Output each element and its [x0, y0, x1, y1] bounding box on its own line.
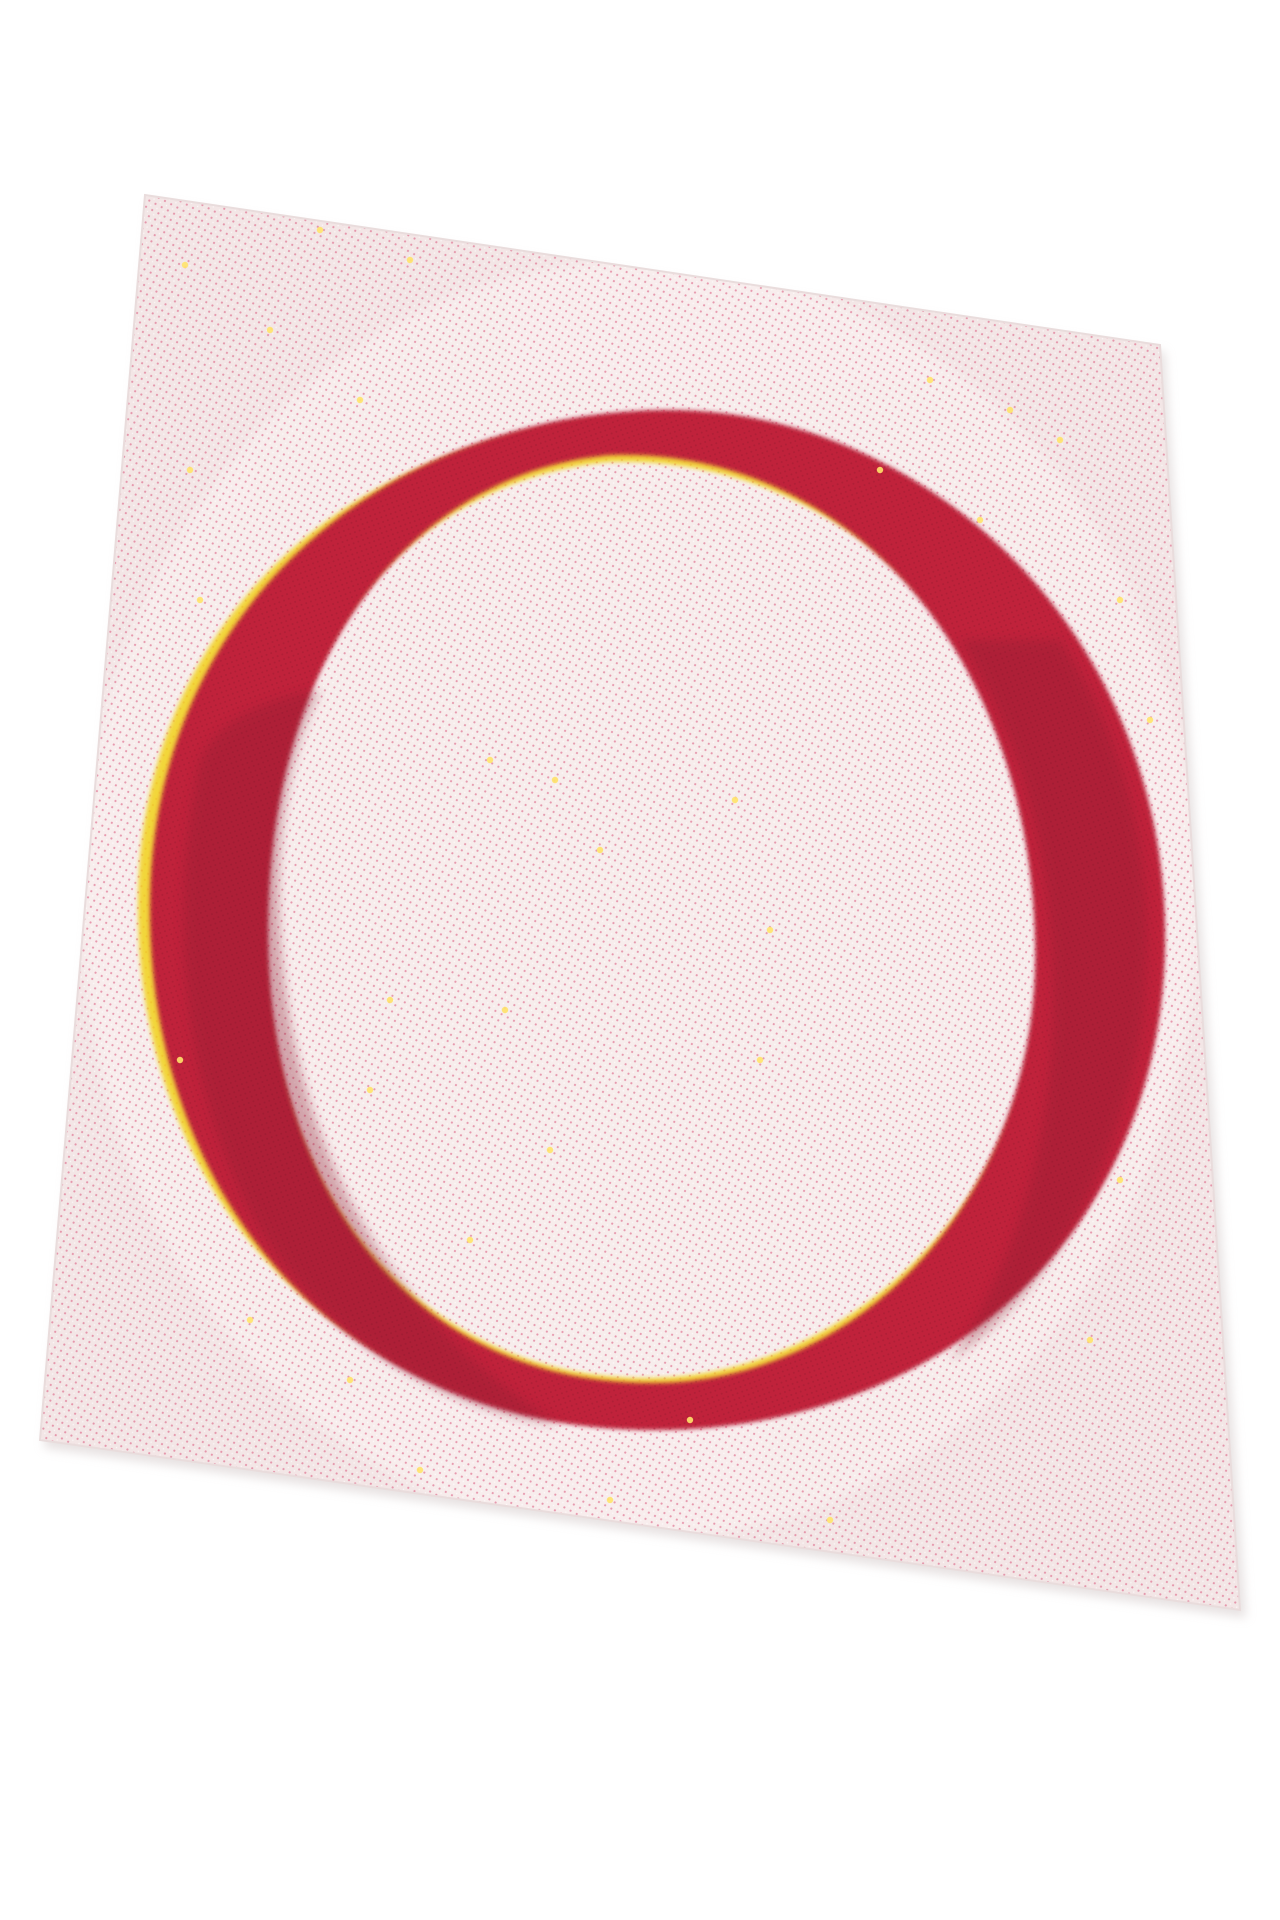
paper-speck: [487, 757, 493, 763]
paper-speck: [1057, 437, 1063, 443]
paper-speck: [197, 597, 203, 603]
paper-speck: [1007, 407, 1013, 413]
paper-speck: [767, 927, 773, 933]
paper-speck: [927, 377, 933, 383]
paper-speck: [177, 1057, 183, 1063]
paper-speck: [367, 1087, 373, 1093]
paper-speck: [267, 327, 273, 333]
paper-speck: [827, 1517, 833, 1523]
paper-speck: [182, 262, 188, 268]
paper-speck: [977, 517, 983, 523]
paper-speck: [1087, 1337, 1093, 1343]
paper-speck: [757, 1057, 763, 1063]
paper-speck: [877, 467, 883, 473]
paper-speck: [357, 397, 363, 403]
paper-speck: [187, 467, 193, 473]
paper-speck: [597, 847, 603, 853]
paper-speck: [502, 1007, 508, 1013]
paper-speck: [317, 227, 323, 233]
paper-speck: [547, 1147, 553, 1153]
paper-speck: [732, 797, 738, 803]
paper-speck: [247, 1317, 253, 1323]
paper-speck: [607, 1497, 613, 1503]
paper-speck: [467, 1237, 473, 1243]
paper-speck: [552, 777, 558, 783]
paper-speck: [347, 1377, 353, 1383]
paper-speck: [387, 997, 393, 1003]
paper-speck: [1117, 1177, 1123, 1183]
paper-speck: [407, 257, 413, 263]
paper-speck: [417, 1467, 423, 1473]
paper-speck: [1117, 597, 1123, 603]
paper-speck: [1147, 717, 1153, 723]
paper-speck: [687, 1417, 693, 1423]
